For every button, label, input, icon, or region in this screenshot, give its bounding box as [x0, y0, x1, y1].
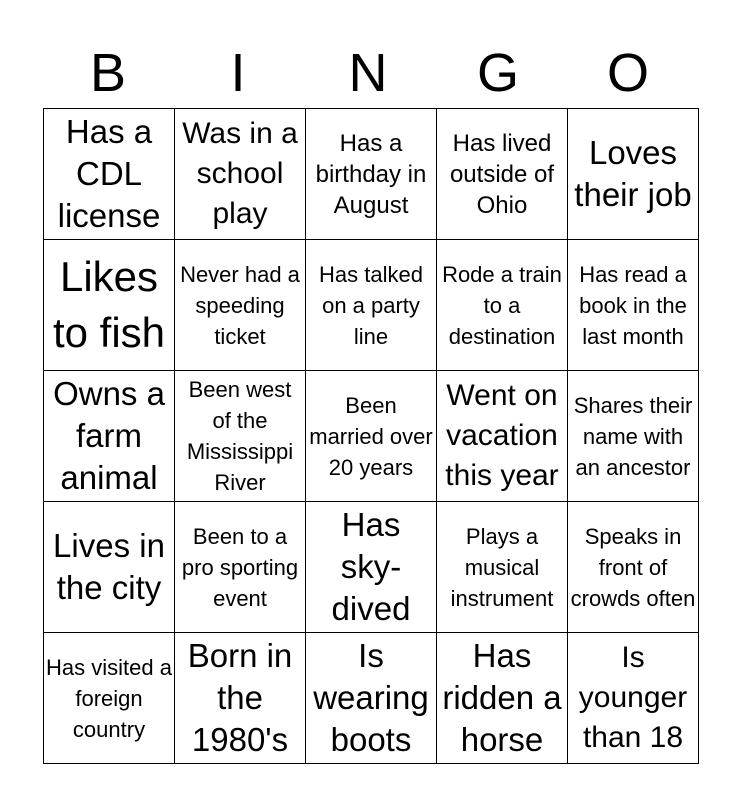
cell-text: Owns a farm animal [53, 375, 165, 496]
cell-text: Plays a musical instrument [450, 523, 554, 611]
cell-text: Is wearing boots [313, 637, 429, 758]
cell-text: Has ridden a horse [442, 637, 562, 758]
bingo-cell [568, 633, 699, 764]
bingo-cell [306, 240, 437, 371]
bingo-cell [568, 502, 699, 633]
cell-text: Shares their name with an ancestor [573, 392, 693, 480]
board-row [44, 371, 699, 502]
cell-text: Has sky-dived [331, 506, 411, 627]
bingo-cell [44, 371, 175, 502]
bingo-cell [306, 502, 437, 633]
cell-text: Went on vacation this year [445, 379, 559, 492]
bingo-cell [568, 109, 699, 240]
bingo-cell [175, 109, 306, 240]
bingo-cell [437, 633, 568, 764]
bingo-cell [568, 371, 699, 502]
cell-text: Has talked on a party line [319, 261, 423, 349]
cell-text: Been to a pro sporting event [181, 523, 299, 611]
cell-text: Never had a speeding ticket [180, 261, 300, 349]
cell-text: Has visited a foreign country [46, 654, 172, 742]
header-letter-g: G [476, 43, 519, 103]
bingo-cell [437, 109, 568, 240]
cell-text: Been west of the Mississippi River [186, 377, 294, 495]
cell-text: Is younger than 18 [578, 641, 688, 754]
cell-text: Likes to fish [52, 253, 166, 356]
cell-text: Has read a book in the last month [579, 261, 687, 349]
board-row [44, 502, 699, 633]
cell-text: Lives in the city [53, 527, 165, 606]
bingo-cell [44, 502, 175, 633]
bingo-cell [568, 240, 699, 371]
bingo-cell [175, 240, 306, 371]
cell-text: Has a CDL license [57, 113, 161, 234]
bingo-cell [175, 371, 306, 502]
board-row [44, 633, 699, 764]
bingo-cell [437, 502, 568, 633]
bingo-cell [306, 633, 437, 764]
cell-text: Born in the 1980's [187, 637, 293, 758]
bingo-cell [44, 109, 175, 240]
bingo-cell [306, 371, 437, 502]
bingo-cell [437, 371, 568, 502]
cell-text: Rode a train to a destination [442, 261, 562, 349]
header-letter-b: B [89, 43, 127, 103]
bingo-board [43, 108, 699, 764]
cell-text: Has a birthday in August [315, 129, 427, 219]
bingo-cell [306, 109, 437, 240]
bingo-cell [44, 240, 175, 371]
cell-text: Speaks in front of crowds often [570, 523, 696, 611]
bingo-cell [44, 633, 175, 764]
bingo-cell [437, 240, 568, 371]
cell-text: Has lived outside of Ohio [449, 129, 555, 219]
header-letter-n: N [348, 43, 388, 103]
board-row [44, 109, 699, 240]
header-letter-o: O [606, 43, 649, 103]
bingo-header [43, 38, 693, 108]
cell-text: Been married over 20 years [309, 392, 433, 480]
cell-text: Was in a school play [182, 117, 298, 230]
cell-text: Loves their job [574, 134, 692, 213]
header-letter-i: I [230, 43, 246, 103]
board-row [44, 240, 699, 371]
bingo-cell [175, 502, 306, 633]
bingo-cell [175, 633, 306, 764]
